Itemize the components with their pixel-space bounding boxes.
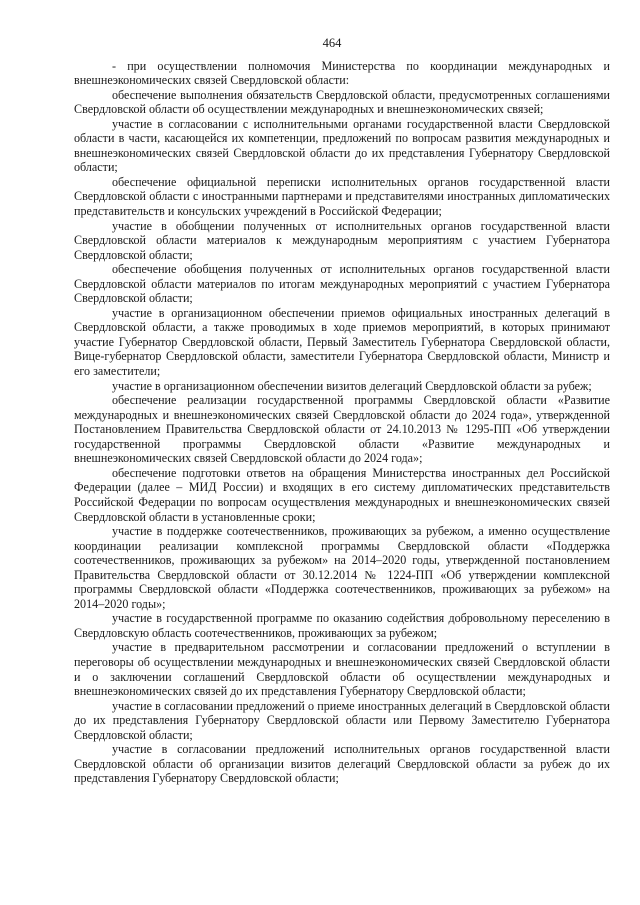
paragraph: участие в государственной программе по оказанию содействия добровольному переселению в Свердловскую область соотечественников, проживающих за рубежом; [74,611,610,640]
paragraph: участие в согласовании предложений о приеме иностранных делегаций в Свердловской области до их представления Губернатору Свердловской области или Первому Заместителю Губернатора Свердловской области; [74,698,610,742]
paragraph: участие в организационном обеспечении приемов официальных иностранных делегаций в Свердловской области, а также проводимых в ходе приемов мероприятий, в которых принимают участие Губернатор Свердловской области, Первый Заместитель Губернатора Свердловской области, Вице-губернатор Свердловской области, заместители Губернатора Свердловской области, Министр и его заместители; [74,305,610,379]
paragraph: - при осуществлении полномочия Министерства по координации международных и внешнеэкономических связей Свердловской области: [74,58,610,88]
document-body [74,59,610,786]
paragraph: участие в предварительном рассмотрении и согласовании предложений о вступлении в переговоры об осуществлении международных и внешнеэкономических связей Свердловской области и о заключении соглашений Свердловской области об осуществлении международных и внешнеэкономических связей до их представления Губернатору Свердловской области; [74,640,610,699]
paragraph: обеспечение обобщения полученных от исполнительных органов государственной власти Свердловской области материалов по итогам международных мероприятий с участием Губернатора Свердловской области; [74,262,610,306]
paragraph: участие в организационном обеспечении визитов делегаций Свердловской области за рубеж; [112,378,592,393]
paragraph: обеспечение официальной переписки исполнительных органов государственной власти Свердловской области с иностранными партнерами и представителями иностранных дипломатических представительств и консульских учреждений в Российской Федерации; [74,174,610,219]
paragraph: обеспечение выполнения обязательств Свердловской области, предусмотренных соглашениями Свердловской области об осуществлении международных и внешнеэкономических связей; [74,87,610,117]
paragraph: обеспечение подготовки ответов на обращения Министерства иностранных дел Российской Федерации (далее – МИД России) и входящих в его систему дипломатических представительств Российской Федерации по вопросам осуществления международных и внешнеэкономических связей Свердловской области в установленные сроки; [74,465,610,524]
paragraph: участие в согласовании с исполнительными органами государственной власти Свердловской области в части, касающейся их компетенции, предложений по вопросам развития международных и внешнеэкономических связей Свердловской области до их представления Губернатору Свердловской области; [74,116,610,175]
paragraph: участие в согласовании предложений исполнительных органов государственной власти Свердловской области об организации визитов делегаций Свердловской области за рубеж до их представления Губернатору Свердловской области; [74,742,610,786]
paragraph: обеспечение реализации государственной программы Свердловской области «Развитие международных и внешнеэкономических связей Свердловской области до 2024 года», утвержденной Постановлением Правительства Свердловской области от 24.10.2013 № 1295-ПП «Об утверждении государственной программы Свердловской области «Развитие международных и внешнеэкономических связей Свердловской области до 2024 года»; [74,393,610,466]
page-number: 464 [322,36,342,50]
paragraph: участие в обобщении полученных от исполнительных органов государственной власти Свердловской области материалов к международным мероприятиям с участием Губернатора Свердловской области; [74,218,610,262]
paragraph: участие в поддержке соотечественников, проживающих за рубежом, а именно осуществление координации реализации комплексной программы Свердловской области «Поддержка соотечественников, проживающих за рубежом» на 2014–2020 годы, утвержденной постановлением Правительства Свердловской области от 30.12.2014 № 1224-ПП «Об утверждении комплексной программы Свердловской области «Поддержка соотечественников, проживающих за рубежом» на 2014–2020 годы»; [74,524,610,611]
